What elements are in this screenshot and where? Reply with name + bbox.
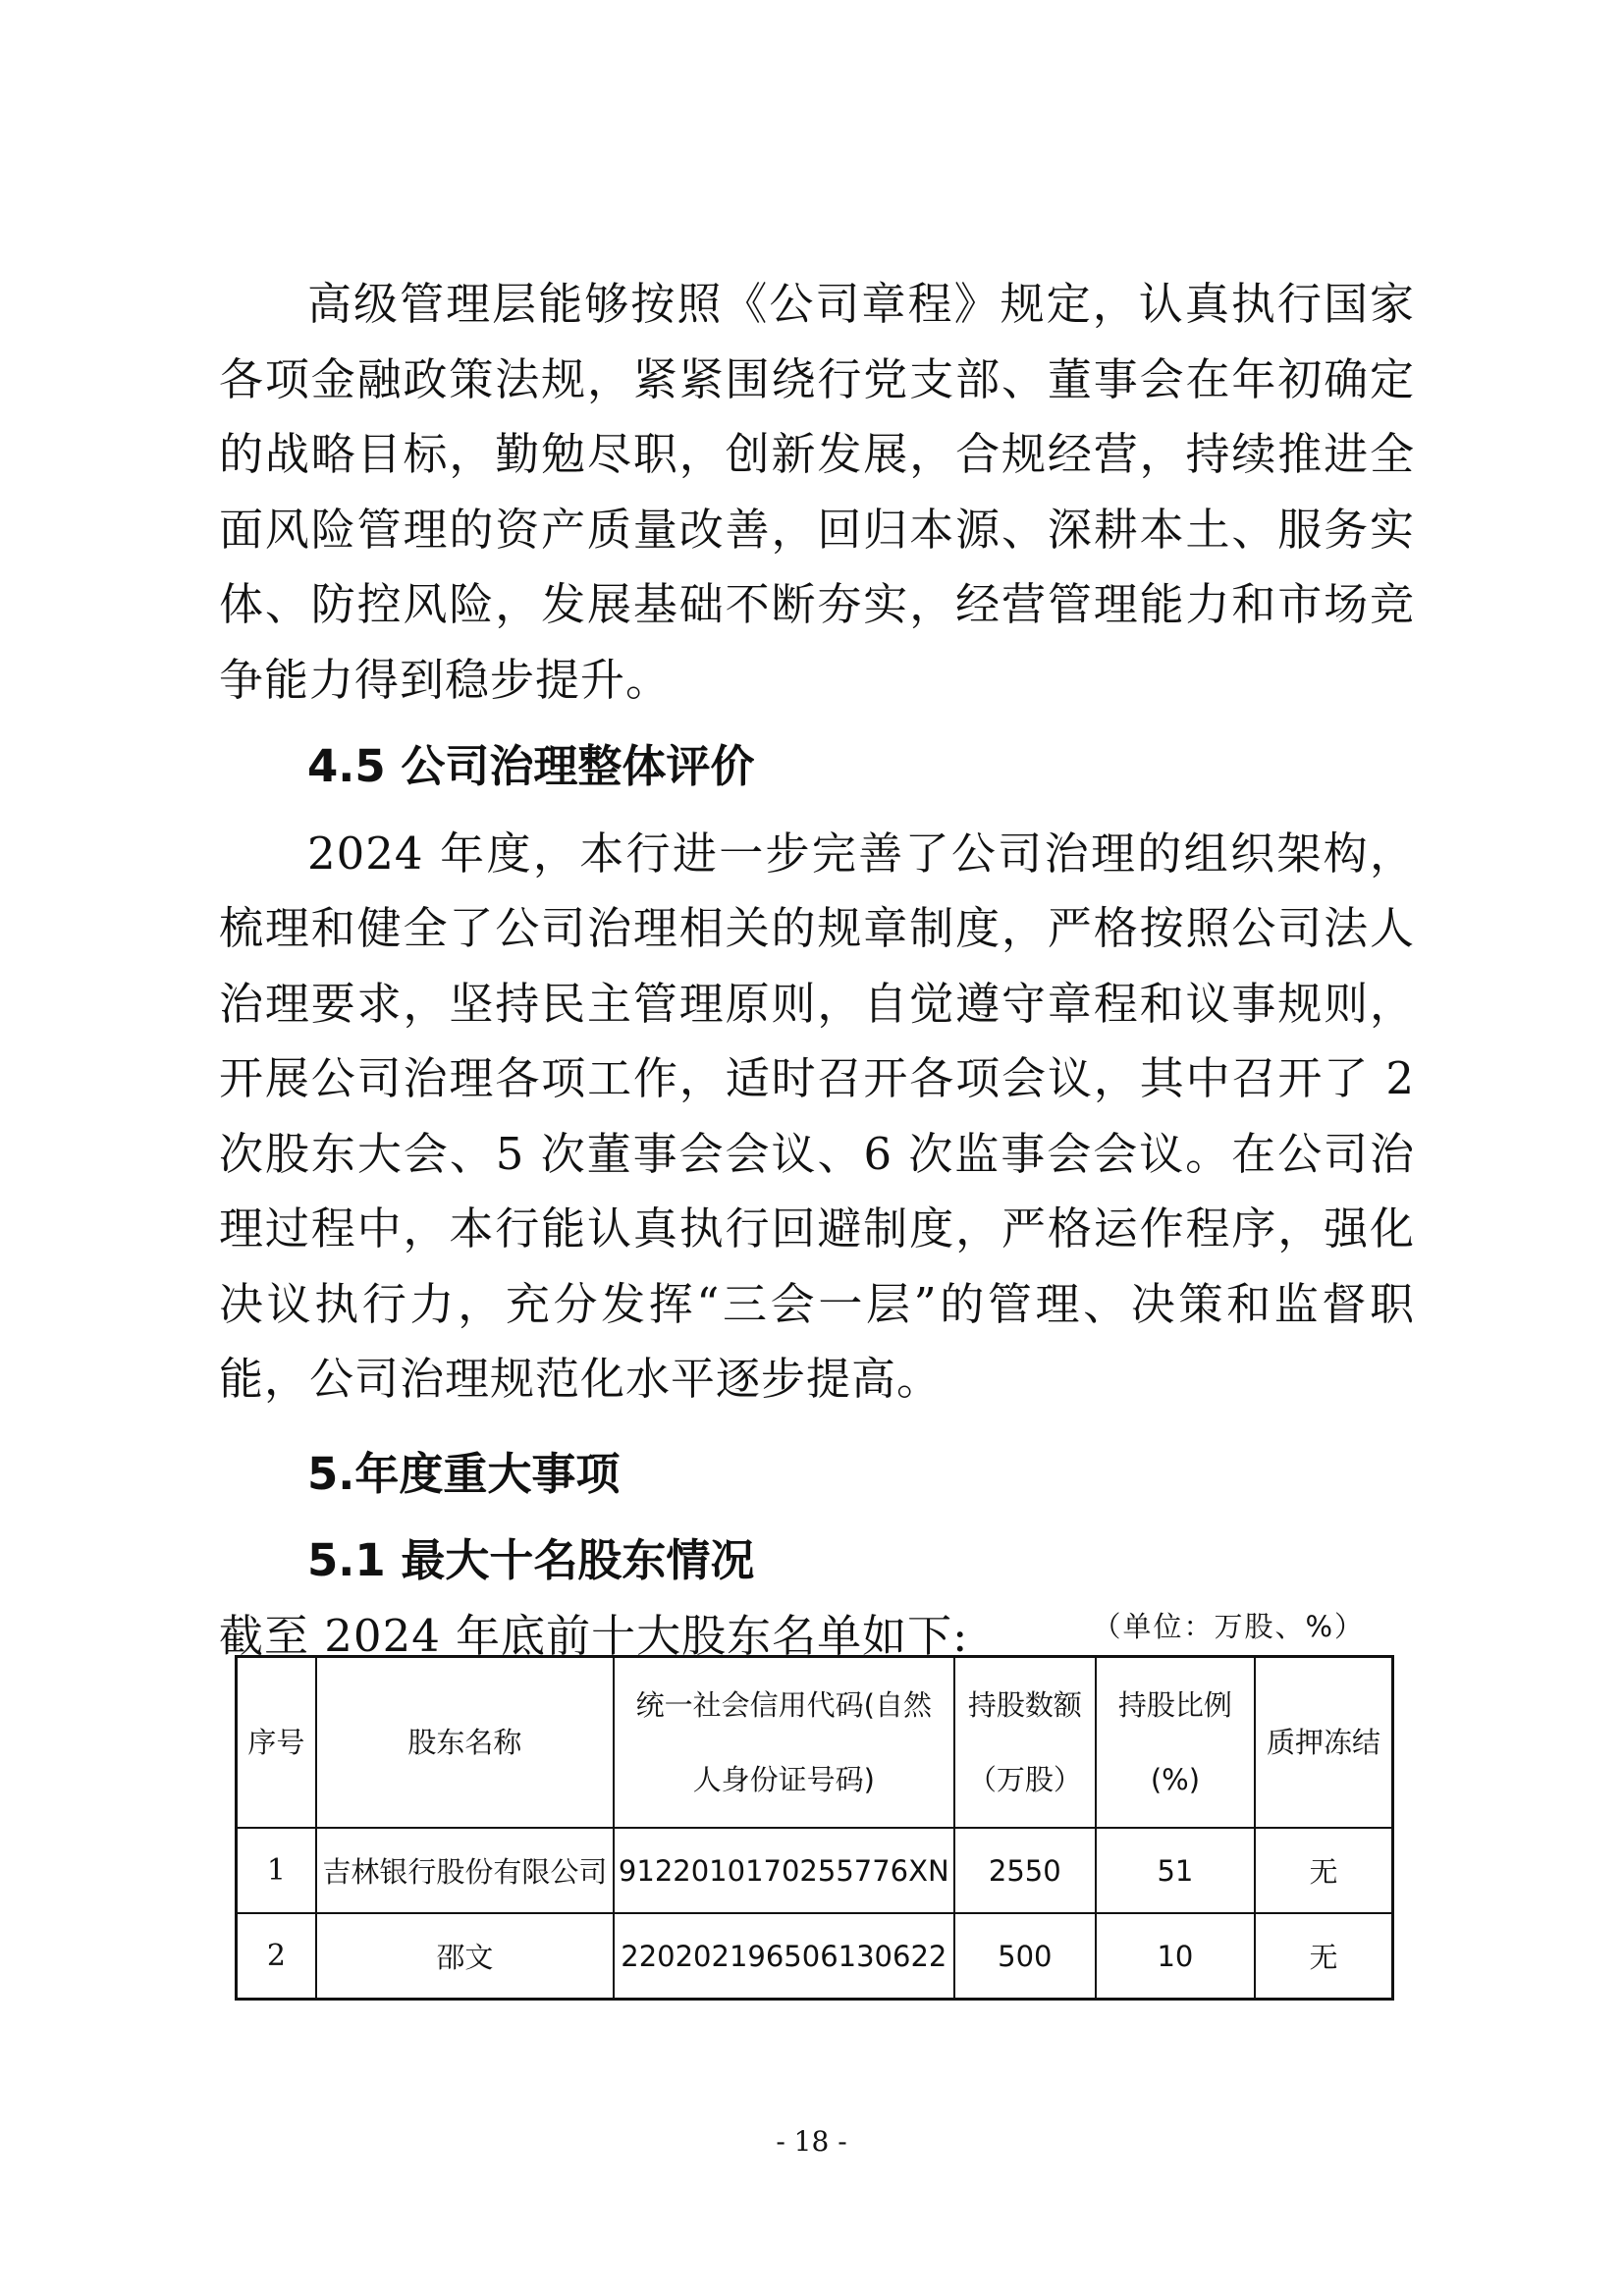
cell-share-ratio: 10 xyxy=(1096,1913,1255,2000)
page-number: - 18 - xyxy=(776,2125,847,2158)
header-credit-code-line2: 人身份证号码) xyxy=(692,1763,875,1796)
header-share-quantity-line2: （万股） xyxy=(967,1763,1082,1796)
top-shareholders-table xyxy=(235,1655,1394,2001)
cell-share-quantity: 500 xyxy=(954,1913,1096,2000)
header-share-ratio-line2: (%) xyxy=(1150,1763,1201,1796)
table-row xyxy=(237,1913,1393,2000)
cell-credit-code: 9122010170255776XN xyxy=(614,1828,954,1913)
header-index: 序号 xyxy=(237,1657,316,1829)
header-pledge-freeze: 质押冻结 xyxy=(1255,1657,1393,1829)
cell-index: 2 xyxy=(237,1913,316,2000)
table-header-row xyxy=(237,1657,1393,1829)
cell-pledge-freeze: 无 xyxy=(1255,1828,1393,1913)
header-shareholder-name: 股东名称 xyxy=(316,1657,614,1829)
cell-credit-code: 220202196506130622 xyxy=(614,1913,954,2000)
cell-share-quantity: 2550 xyxy=(954,1828,1096,1913)
document-body xyxy=(219,267,1415,1674)
paragraph-senior-management: 高级管理层能够按照《公司章程》规定，认真执行国家各项金融政策法规，紧紧围绕行党支部、董事会在年初确定的战略目标，勤勉尽职，创新发展，合规经营，持续推进全面风险管理的资产质量改善，回归本源、深耕本土、服务实体、防控风险，发展基础不断夯实，经营管理能力和市场竞争能力得到稳步提升。 xyxy=(219,278,1415,706)
cell-shareholder-name: 吉林银行股份有限公司 xyxy=(316,1828,614,1913)
cell-pledge-freeze: 无 xyxy=(1255,1913,1393,2000)
section-heading-4-5: 4.5 公司治理整体评价 xyxy=(307,740,755,792)
table-unit-note: （单位：万股、%） xyxy=(1092,1610,1365,1643)
section-heading-5-1: 5.1 最大十名股东情况 xyxy=(307,1534,755,1586)
cell-index: 1 xyxy=(237,1828,316,1913)
section-heading-5: 5.年度重大事项 xyxy=(307,1447,621,1500)
cell-shareholder-name: 邵文 xyxy=(316,1913,614,2000)
shareholder-list-intro: 截至 2024 年底前十大股东名单如下: xyxy=(219,1609,969,1662)
cell-share-ratio: 51 xyxy=(1096,1828,1255,1913)
header-share-ratio xyxy=(1096,1657,1255,1829)
header-share-quantity-line1: 持股数额 xyxy=(967,1688,1082,1722)
table-row xyxy=(237,1828,1393,1913)
header-share-ratio-line1: 持股比例 xyxy=(1117,1688,1232,1722)
header-credit-code-line1: 统一社会信用代码(自然 xyxy=(635,1688,932,1722)
header-share-quantity xyxy=(954,1657,1096,1829)
header-credit-code xyxy=(614,1657,954,1829)
paragraph-governance-evaluation: 2024 年度，本行进一步完善了公司治理的组织架构，梳理和健全了公司治理相关的规章制度，严格按照公司法人治理要求，坚持民主管理原则，自觉遵守章程和议事规则，开展公司治理各项工作，适时召开各项会议，其中召开了 2 次股东大会、5 次董事会会议、6 次监事会会议。在公司治理过程中，本行能认真执行回避制度，严格运作程序，强化决议执行力，充分发挥“三会一层”的管理、决策和监督职能，公司治理规范化水平逐步提高。 xyxy=(219,827,1415,1405)
